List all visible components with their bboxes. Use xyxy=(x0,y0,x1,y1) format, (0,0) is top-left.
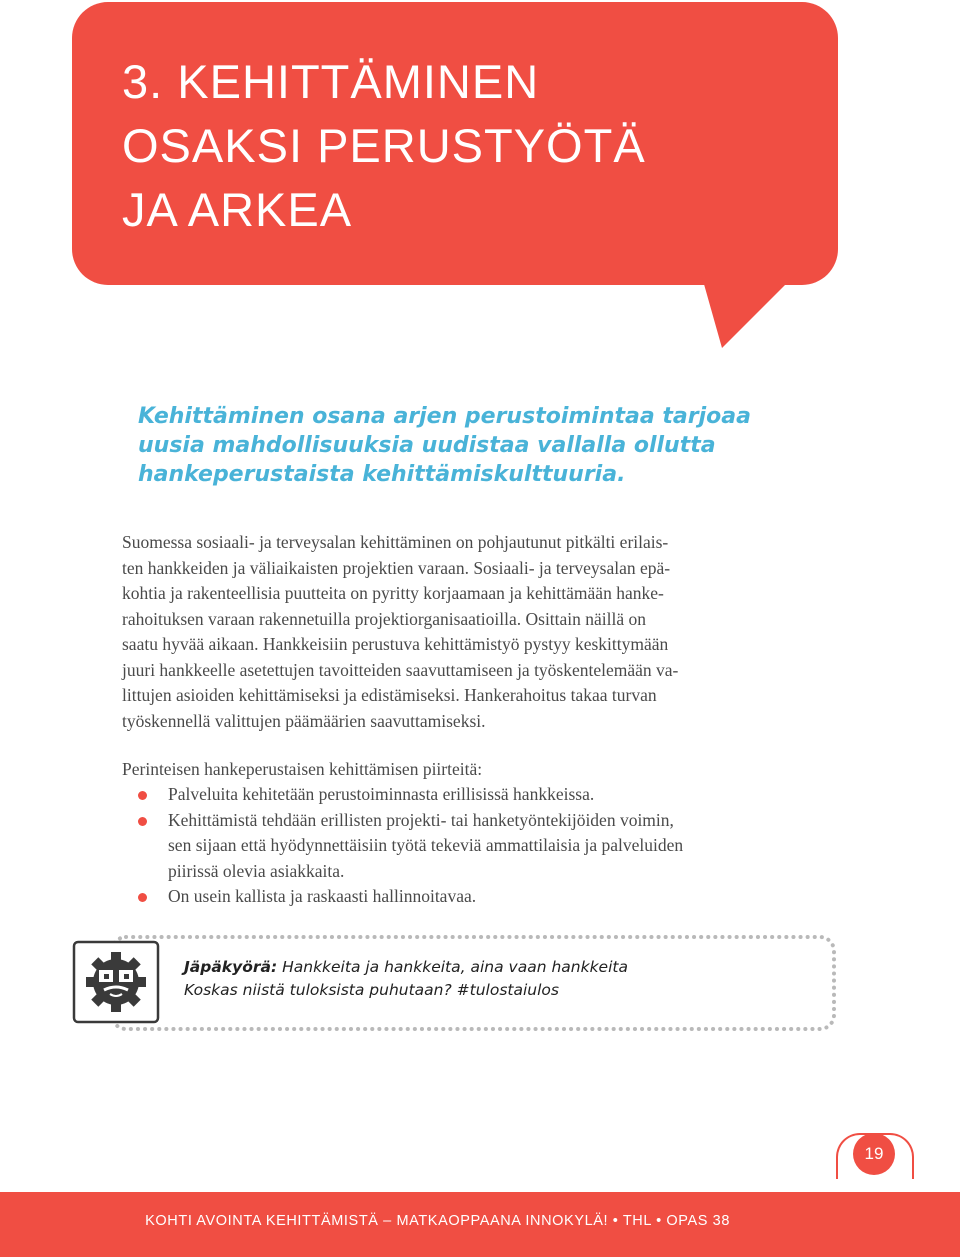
tip-text xyxy=(184,956,628,1002)
body-line: työskennellä valittujen päämäärien saavuttamiseksi. xyxy=(122,710,486,731)
lead-line: uusia mahdollisuuksia uudistaa vallalla ollutta xyxy=(138,433,716,458)
bullet-icon xyxy=(138,893,147,902)
chapter-title-line: 3. KEHITTÄMINEN xyxy=(122,55,540,108)
list-item xyxy=(122,782,683,808)
tip-line-2: Koskas niistä tuloksista puhutaan? #tulostaiulos xyxy=(184,981,559,999)
list-intro: Perinteisen hankeperustaisen kehittämisen piirteitä: xyxy=(122,759,483,779)
tip-line-1: Hankkeita ja hankkeita, aina vaan hankkeita xyxy=(282,958,628,976)
gear-mascot-icon xyxy=(72,940,160,1024)
list-item-line: sen sijaan että hyödynnettäisiin työtä tekeviä ammattilaisia ja palveluiden xyxy=(168,835,684,855)
chapter-title xyxy=(122,50,646,242)
body-paragraph xyxy=(122,530,782,734)
list-item xyxy=(122,808,683,885)
body-line: saatu hyvää aikaan. Hankkeisiin perustuva kehittämistyö pystyy keskittymään xyxy=(122,634,669,654)
body-line: ten hankkeiden ja väliaikaisten projektien varaan. Sosiaali- ja terveysalan epä- xyxy=(122,557,671,578)
bullet-icon xyxy=(138,817,147,826)
footer-text: KOHTI AVOINTA KEHITTÄMISTÄ – MATKAOPPAANA INNOKYLÄ! • THL • OPAS 38 xyxy=(145,1213,730,1229)
list-item-line: piirissä olevia asiakkaita. xyxy=(168,860,345,881)
list-item-line: On usein kallista ja raskaasti hallinnoitavaa. xyxy=(168,886,477,906)
lead-paragraph xyxy=(138,402,751,489)
body-line: juuri hankkeelle asetettujen tavoitteiden saavuttamiseen ja työskentelemään va- xyxy=(122,659,679,680)
body-line: rahoituksen varaan rakennetuilla projektiorganisaatioilla. Osittain näillä on xyxy=(122,608,647,629)
body-line: littujen asioiden kehittämiseksi ja edistämiseksi. Hankerahoitus takaa turvan xyxy=(122,685,657,705)
lead-line: hankeperustaista kehittämiskulttuuria. xyxy=(138,462,626,487)
list-item-line: Palveluita kehitetään perustoiminnasta erillisissä hankkeissa. xyxy=(168,784,595,804)
feature-list xyxy=(122,782,683,910)
body-line: Suomessa sosiaali- ja terveysalan kehittäminen on pohjautunut pitkälti erilais- xyxy=(122,532,669,552)
chapter-title-line: OSAKSI PERUSTYÖTÄ xyxy=(122,119,646,172)
speech-bubble-tail xyxy=(700,270,800,350)
list-item xyxy=(122,884,683,910)
tip-line xyxy=(184,956,628,979)
body-line: kohtia ja rakenteellisia puutteita on pyritty korjaamaan ja kehittämään hanke- xyxy=(122,583,664,603)
chapter-title-line: JA ARKEA xyxy=(122,183,353,236)
lead-line: Kehittäminen osana arjen perustoimintaa tarjoaa xyxy=(138,404,751,429)
page-number: 19 xyxy=(853,1133,895,1175)
bullet-icon xyxy=(138,791,147,800)
list-item-line: Kehittämistä tehdään erillisten projekti- tai hanketyöntekijöiden voimin, xyxy=(168,809,674,830)
tip-label: Jäpäkyörä: xyxy=(184,958,278,976)
